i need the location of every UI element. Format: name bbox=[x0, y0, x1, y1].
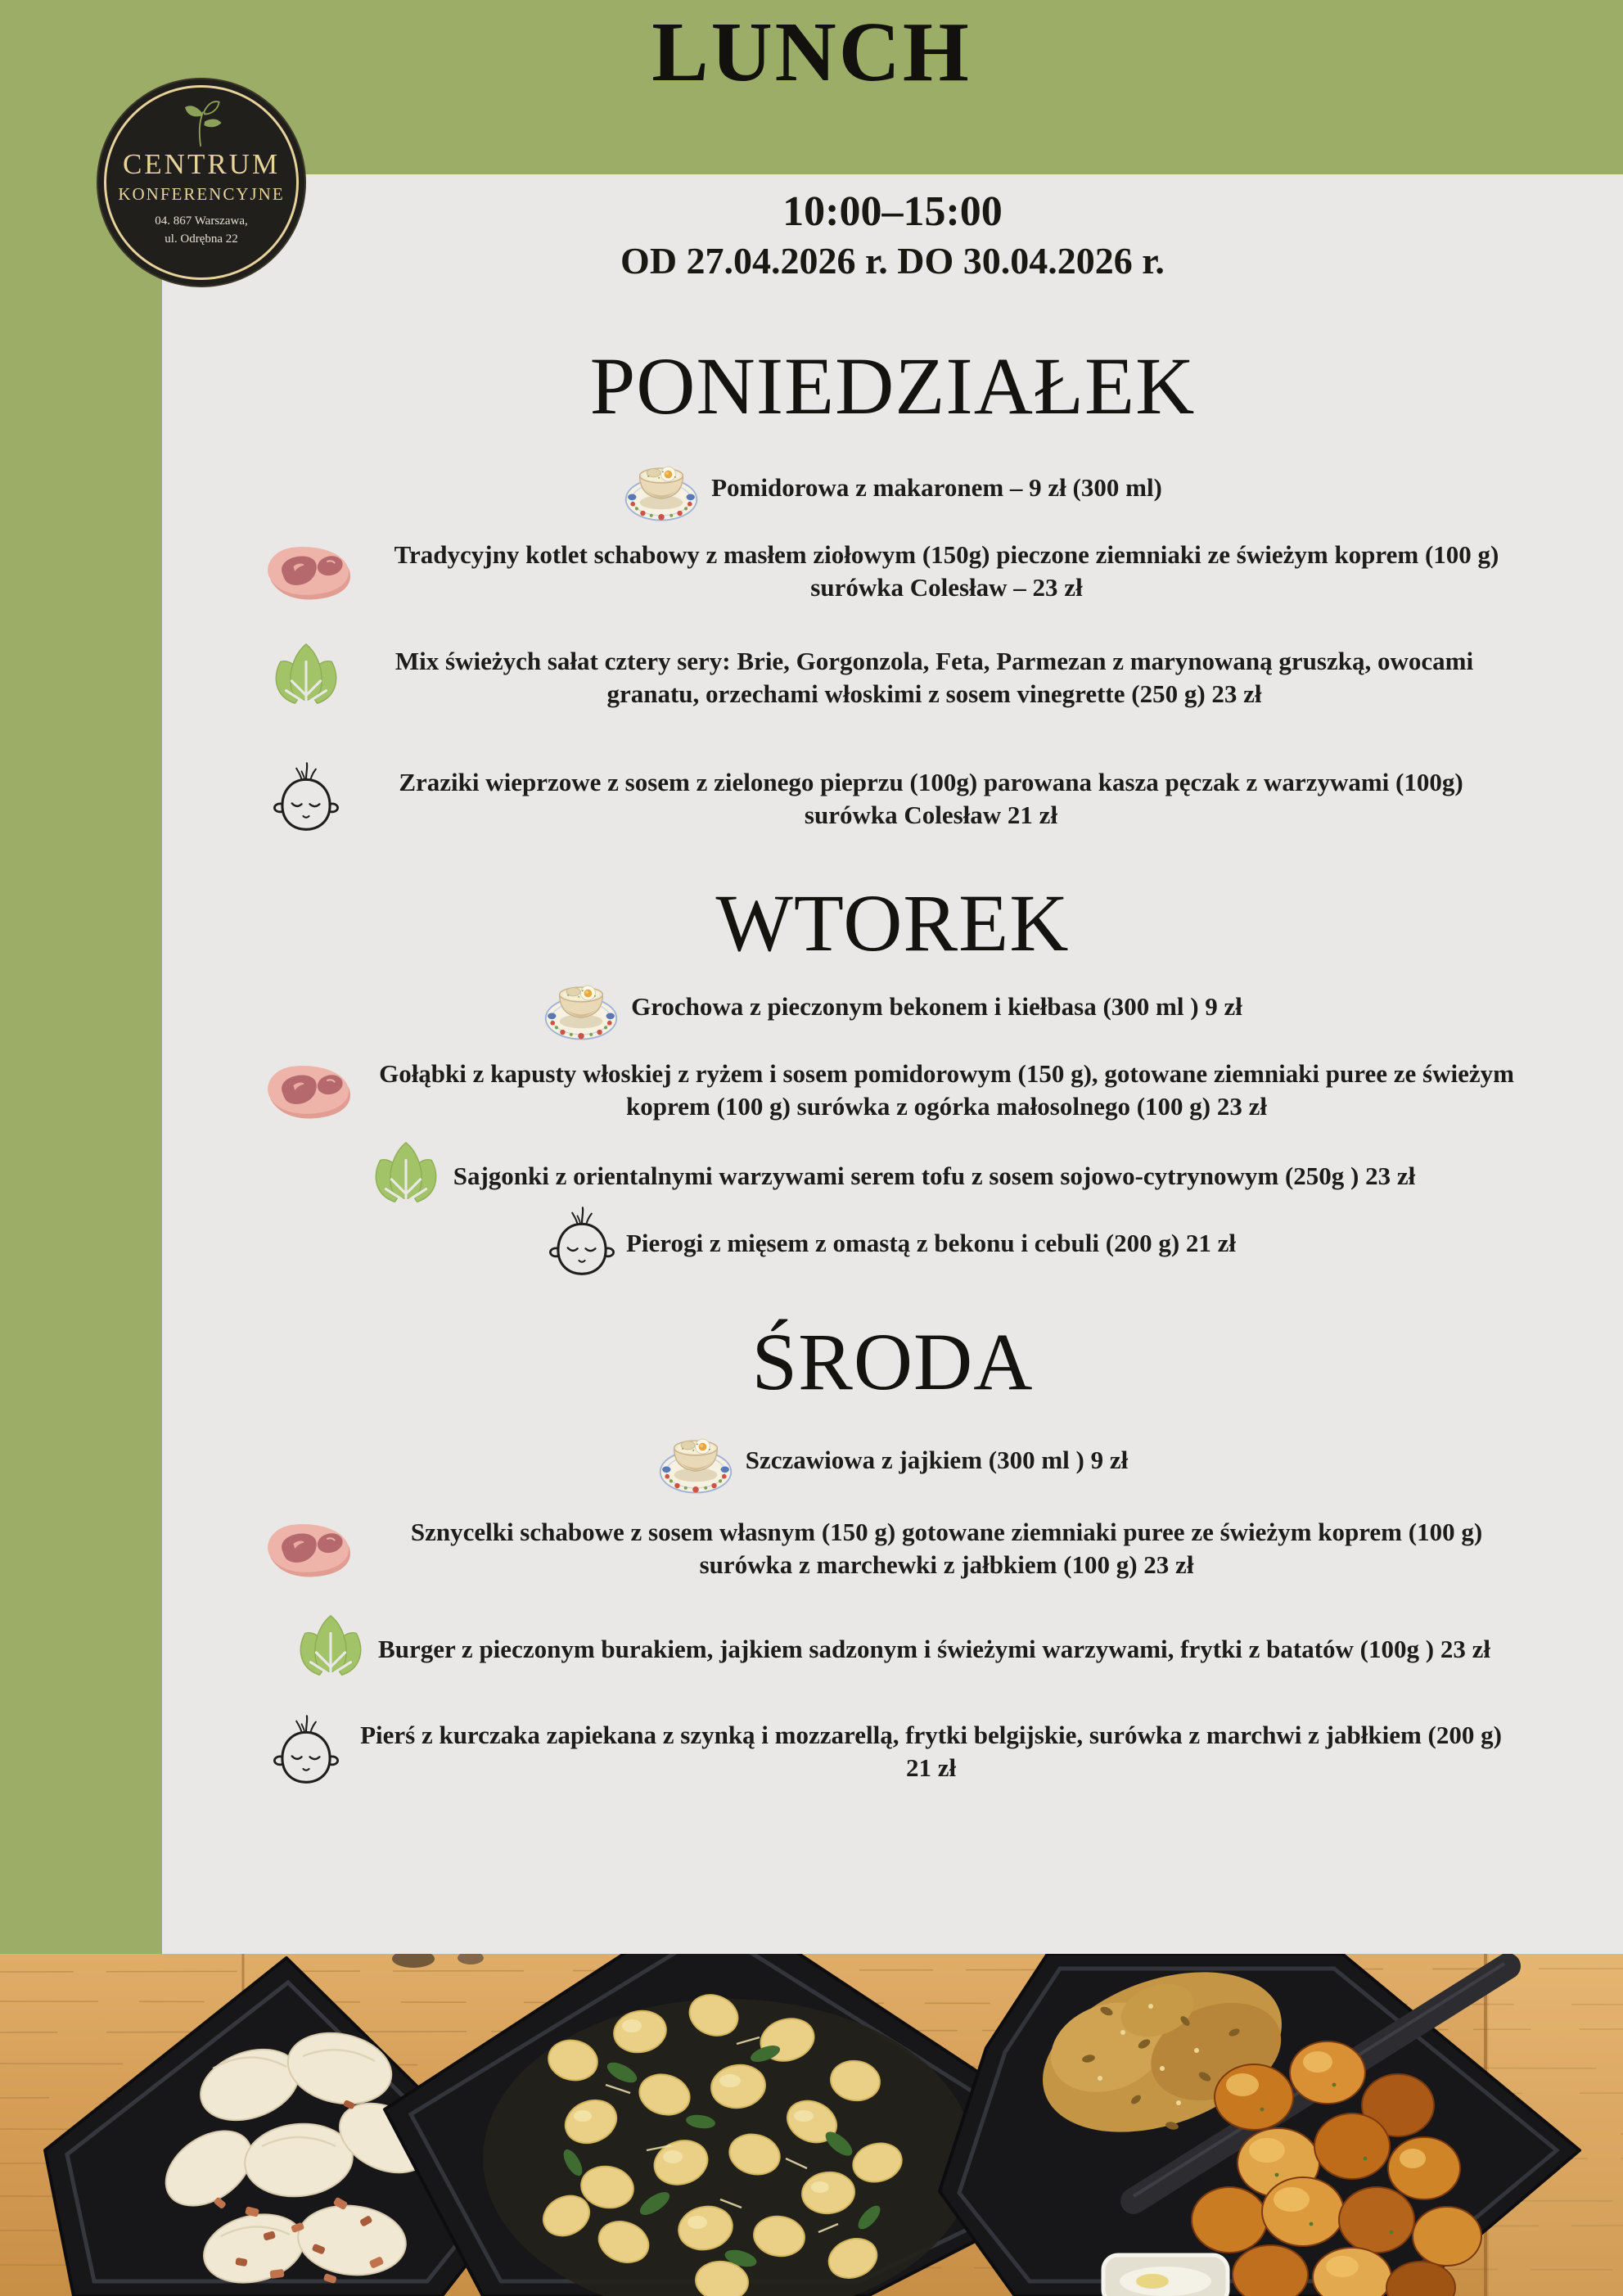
menu-item-text: Grochowa z pieczonym bekonem i kiełbasa (300 ml ) 9 zł bbox=[631, 991, 1242, 1021]
serving-hours: 10:00–15:00 bbox=[782, 188, 1003, 235]
baby-icon bbox=[273, 1713, 339, 1790]
menu-item-text: Sznycelki schabowe z sosem własnym (150 g) gotowane ziemniaki puree ze świeżym koprem (100 g) surówka z marchewki z jałbkiem (100 g) 23 zł bbox=[410, 1517, 1483, 1579]
menu-item bbox=[162, 1421, 1623, 1500]
logo-address-line1: 04. 867 Warszawa, bbox=[155, 214, 248, 228]
meat-icon bbox=[258, 1058, 354, 1122]
menu-item-text: Tradycyjny kotlet schabowy z masłem ziołowym (150g) pieczone ziemniaki ze świeżym koprem (100 g) surówka Colesław – 23 zł bbox=[394, 539, 1499, 602]
menu-item bbox=[162, 760, 1623, 838]
menu-item bbox=[162, 1204, 1623, 1283]
food-photo bbox=[0, 1954, 1623, 2296]
menu-item-text: Burger z pieczonym burakiem, jajkiem sadzonym i świeżymi warzywami, frytki z batatów (100g ) 23 zł bbox=[378, 1634, 1490, 1663]
menu-item bbox=[162, 638, 1623, 717]
menu-item-text: Pierogi z mięsem z omastą z bekonu i cebuli (200 g) 21 zł bbox=[625, 1228, 1237, 1257]
logo-name-line2: KONFERENCYJNE bbox=[118, 184, 285, 204]
menu-item bbox=[162, 1712, 1623, 1791]
menu-item-text: Zraziki wieprzowe z sosem z zielonego pieprzu (100g) parowana kasza pęczak z warzywami (100g) surówka Colesław 21 zł bbox=[399, 767, 1463, 829]
menu-item bbox=[162, 968, 1623, 1046]
page-title: LUNCH bbox=[651, 5, 972, 99]
leaf-icon bbox=[370, 1139, 442, 1213]
menu-item-text: Szczawiowa z jajkiem (300 ml ) 9 zł bbox=[745, 1445, 1129, 1474]
soup-icon bbox=[623, 453, 700, 523]
menu-item-text: Pomidorowa z makaronem – 9 zł (300 ml) bbox=[711, 472, 1162, 502]
meat-icon bbox=[258, 539, 354, 603]
meat-icon bbox=[258, 1517, 354, 1581]
baby-icon bbox=[549, 1205, 615, 1282]
logo-name-line1: CENTRUM bbox=[122, 148, 281, 180]
menu-item-text: Pierś z kurczaka zapiekana z szynką i mozzarellą, frytki belgijskie, surówka z marchwi z jabłkiem (200 g) 21 zł bbox=[360, 1720, 1502, 1782]
day-heading-tuesday: WTOREK bbox=[715, 877, 1070, 968]
venue-logo bbox=[98, 79, 304, 286]
day-heading-wednesday: ŚRODA bbox=[751, 1316, 1034, 1407]
leaf-sprig-icon bbox=[178, 97, 225, 148]
menu-item bbox=[162, 1051, 1623, 1130]
day-heading-monday: PONIEDZIAŁEK bbox=[589, 341, 1196, 431]
menu-item bbox=[162, 532, 1623, 611]
logo-address-line2: ul. Odrębna 22 bbox=[165, 232, 238, 246]
baby-icon bbox=[273, 760, 339, 837]
menu-item-text: Mix świeżych sałat cztery sery: Brie, Gorgonzola, Feta, Parmezan z marynowaną gruszką, owocami granatu, orzechami włoskimi z sosem vinegrette (250 g) 23 zł bbox=[394, 646, 1474, 708]
menu-item bbox=[162, 1509, 1623, 1588]
logo-address bbox=[155, 213, 247, 249]
left-green-band bbox=[0, 174, 162, 1954]
menu-item bbox=[162, 1610, 1623, 1689]
leaf-icon bbox=[270, 641, 342, 715]
soup-icon bbox=[543, 972, 620, 1042]
date-range: OD 27.04.2026 r. DO 30.04.2026 r. bbox=[620, 240, 1165, 282]
menu-item-text: Gołąbki z kapusty włoskiej z ryżem i sosem pomidorowym (150 g), gotowane ziemniaki puree ze świeżym koprem (100 g) surówka z ogórka małosolnego (100 g) 23 zł bbox=[379, 1058, 1514, 1121]
soup-icon bbox=[657, 1425, 734, 1495]
menu-item bbox=[162, 449, 1623, 527]
leaf-icon bbox=[295, 1613, 367, 1686]
menu-item-text: Sajgonki z orientalnymi warzywami serem tofu z sosem sojowo-cytrynowym (250g ) 23 zł bbox=[453, 1161, 1416, 1190]
